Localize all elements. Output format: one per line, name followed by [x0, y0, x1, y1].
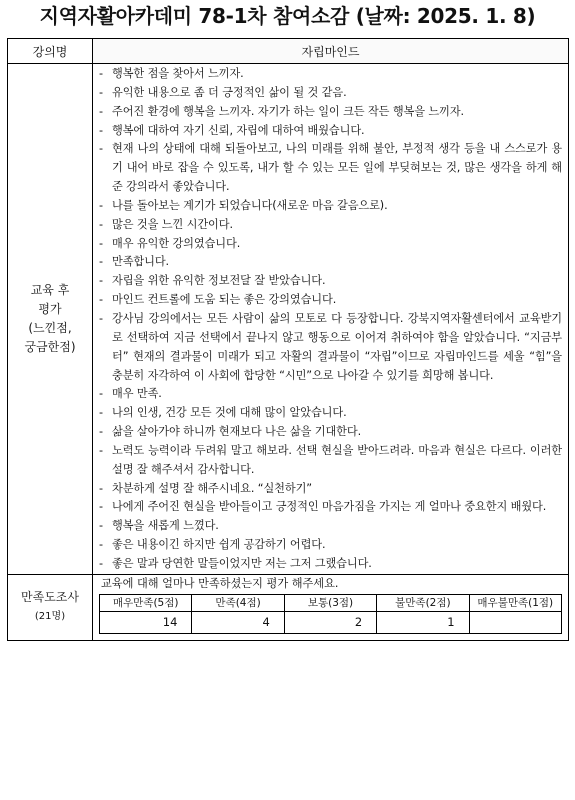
evaluation-label-line3: (느낀점,: [28, 320, 72, 335]
list-item: - 행복을 새롭게 느꼈다.: [99, 517, 562, 536]
list-item: - 강사님 강의에서는 모든 사람이 삶의 모토로 다 등장합니다. 강북지역자활센터에서 교육받기로 선택하여 지금 선택에서 끝나지 않고 행동으로 이어져 취하여야 함을 알았습니다. “지금부터” 현재의 결과물이 미래가 되고 자활의 결과물이 “자립”이므로 자립마인드를 세울 “힘”을 충분히 자각하여 이 사회에 합당한 “시민”으로 나아갈 수 있기를 희망해 봅니다.: [99, 310, 562, 385]
satisfaction-cell: [93, 574, 569, 640]
list-item: - 행복한 점을 찾아서 느끼자.: [99, 65, 562, 84]
satisfaction-label-text: 만족도조사: [21, 590, 79, 605]
dissatisfied-count: 1: [377, 611, 469, 633]
list-item: - 노력도 능력이라 두려워 말고 해보라. 선택 현실을 받아드려라. 마음과 현실은 다르다. 이러한 설명 잘 해주셔서 감사합니다.: [99, 442, 562, 480]
very-satisfied-header: 매우만족(5점): [100, 594, 192, 611]
list-item: - 마인드 컨트롤에 도움 되는 좋은 강의였습니다.: [99, 291, 562, 310]
feedback-cell: [93, 64, 569, 575]
evaluation-label-line2: 평가: [38, 301, 62, 316]
document-title: 지역자활아카데미 78-1차 참여소감 (날짜: 2025. 1. 8): [39, 4, 536, 28]
lecture-name-value: 자립마인드: [93, 39, 569, 64]
neutral-count: 2: [284, 611, 376, 633]
list-item: - 나의 인생, 건강 모든 것에 대해 많이 알았습니다.: [99, 404, 562, 423]
list-item: - 많은 것을 느낀 시간이다.: [99, 216, 562, 235]
list-item: - 행복에 대하여 자기 신뢰, 자립에 대하여 배웠습니다.: [99, 122, 562, 141]
satisfaction-label: [8, 574, 93, 640]
evaluation-label-line4: 궁금한점): [24, 339, 76, 354]
satisfied-header: 만족(4점): [192, 594, 284, 611]
list-item: - 좋은 내용이긴 하지만 쉽게 공감하기 어렵다.: [99, 536, 562, 555]
respondent-count: (21명): [34, 611, 66, 623]
lecture-name-header: 강의명: [8, 39, 93, 64]
survey-table: [7, 38, 569, 641]
list-item: - 만족합니다.: [99, 253, 562, 272]
list-item: - 나에게 주어진 현실을 받아들이고 긍정적인 마음가짐을 가지는 게 얼마나 중요한지 배웠다.: [99, 498, 562, 517]
list-item: - 매우 만족.: [99, 385, 562, 404]
satisfaction-values-row: [100, 611, 562, 633]
list-item: - 좋은 말과 당연한 말들이었지만 저는 그저 그랬습니다.: [99, 555, 562, 574]
list-item: - 차분하게 설명 잘 해주시네요. “실천하기”: [99, 480, 562, 499]
satisfaction-question: 교육에 대해 얼마나 만족하셨는지 평가 해주세요.: [101, 576, 339, 590]
very-dissatisfied-count: [469, 611, 561, 633]
list-item: - 매우 유익한 강의였습니다.: [99, 235, 562, 254]
list-item: - 나를 돌아보는 계기가 되었습니다(새로운 마음 갈음으로).: [99, 197, 562, 216]
evaluation-label: [8, 64, 93, 575]
satisfaction-table: [99, 594, 562, 634]
header-row: [8, 39, 569, 64]
satisfaction-row: [8, 574, 569, 640]
feedback-list: [93, 64, 568, 574]
list-item: - 주어진 환경에 행복을 느끼자. 자기가 하는 일이 크든 작든 행복을 느끼자.: [99, 103, 562, 122]
satisfied-count: 4: [192, 611, 284, 633]
satisfaction-header-row: [100, 594, 562, 611]
list-item: - 유익한 내용으로 좀 더 긍정적인 삶이 될 것 같음.: [99, 84, 562, 103]
evaluation-row: [8, 64, 569, 575]
neutral-header: 보통(3점): [284, 594, 376, 611]
list-item: - 삶을 살아가야 하니까 현재보다 나은 삶을 기대한다.: [99, 423, 562, 442]
very-satisfied-count: 14: [100, 611, 192, 633]
evaluation-label-line1: 교육 후: [30, 282, 70, 297]
list-item: - 현재 나의 상태에 대해 되돌아보고, 나의 미래를 위해 불안, 부정적 생각 등을 내 스스로가 용기 내어 바로 잡을 수 있도록, 내가 할 수 있는 모든 일에 부딪혀보는 것, 많은 생각을 하게 해준 강의라서 좋았습니다.: [99, 140, 562, 197]
very-dissatisfied-header: 매우불만족(1점): [469, 594, 561, 611]
dissatisfied-header: 불만족(2점): [377, 594, 469, 611]
list-item: - 자립을 위한 유익한 정보전달 잘 받았습니다.: [99, 272, 562, 291]
